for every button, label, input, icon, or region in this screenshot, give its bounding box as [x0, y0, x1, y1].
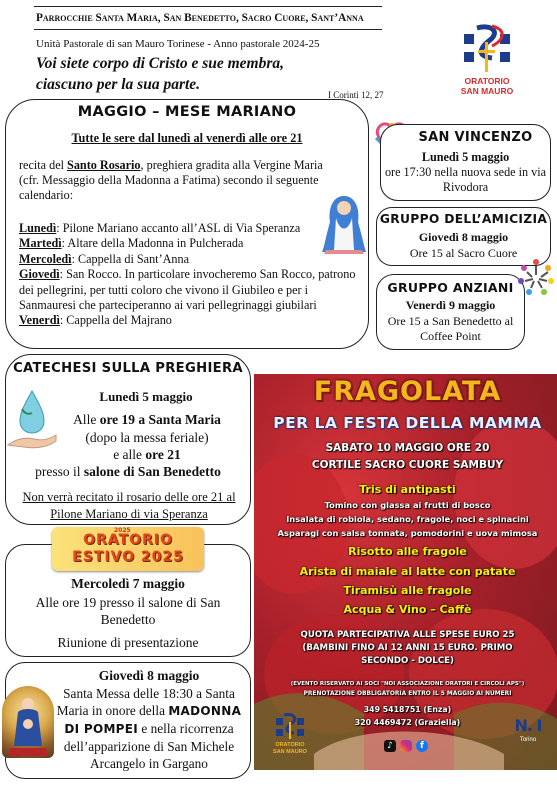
catechesi-line4: presso il salone di San Benedetto	[35, 464, 221, 479]
social-icons	[384, 740, 432, 754]
header-rule-top	[34, 6, 382, 7]
fragolata-menu-0: Tris di antipasti	[359, 483, 456, 496]
pompei-text: Santa Messa delle 18:30 a Santa Maria in onore della MADONNA DI POMPEI e nella ricorrenza dell’apparizione di San Michele Arcangelo in Gargano	[56, 686, 242, 771]
amicizia-date: Giovedì 8 maggio	[418, 230, 509, 244]
header-parishes: Parrocchie Santa Maria, San Benedetto, Sacro Cuore, Sant’Anna	[36, 12, 364, 24]
fragolata-where: CORTILE SACRO CUORE SAMBUY	[311, 459, 504, 471]
noi-logo-text: N. I	[514, 716, 542, 735]
catechesi-date: Lunedì 5 maggio	[99, 389, 193, 404]
fragolata-menu-7: Acqua & Vino – Caffè	[343, 603, 472, 616]
tiktok-icon[interactable]: ♪	[384, 740, 396, 752]
instagram-icon[interactable]	[400, 740, 412, 752]
fragolata-menu-4: Risotto alle fragole	[348, 545, 467, 558]
amicizia-text: Ore 15 al Sacro Cuore	[409, 246, 518, 260]
header-unit: Unità Pastorale di san Mauro Torinese - Anno pastorale 2024-25	[36, 38, 320, 50]
fragolata-menu-6: Tiramisù alle fragole	[343, 584, 472, 597]
schedule-martedi: Martedì: Altare della Madonna in Pulcherada	[19, 236, 244, 251]
fragolata-event-1: (EVENTO RISERVATO AI SOCI "NOI ASSOCIAZIONE ORATORI E CIRCOLI APS")	[290, 681, 525, 687]
fragolata-price-2: (BAMBINI FINO AI 12 ANNI 15 EURO. PRIMO	[302, 643, 513, 653]
fragolata-menu-2: Insalata di robiola, sedano, fragole, noci e spinacini	[286, 514, 529, 524]
estivo-note: Riunione di presentazione	[57, 635, 199, 650]
catechesi-note: Non verrà recitato il rosario delle ore 21 al Pilone Mariano di via Speranza	[22, 490, 236, 521]
poster-logo-text-1: ORATORIO	[275, 742, 305, 748]
fragolata-phone-1: 349 5418751 (Enza)	[363, 705, 452, 714]
fragolata-event-2: PRENOTAZIONE OBBLIGATORIA ENTRO IL 5 MAGGIO AI NUMERI	[303, 691, 512, 697]
pompei-image	[2, 686, 54, 758]
madonna-illustration	[318, 192, 370, 254]
noi-logo-sub: Torino	[519, 737, 537, 743]
header-rule-bottom	[34, 29, 382, 30]
header-quote-2: ciascuno per la sua parte.	[36, 76, 201, 93]
oratorio-logo-icon	[452, 22, 522, 74]
estivo-banner-top: ORATORIO	[83, 532, 173, 548]
fragolata-menu-5: Arista di maiale al latte con patate	[299, 565, 516, 578]
header-quote-1: Voi siete corpo di Cristo e sue membra,	[36, 55, 284, 72]
header-quote-ref: I Corinti 12, 27	[328, 90, 384, 100]
catechesi-line1: Alle ore 19 a Santa Maria	[73, 412, 221, 427]
poster-logo-text-2: SAN MAURO	[273, 749, 307, 755]
vincenzo-title: SAN VINCENZO	[418, 130, 533, 145]
catechesi-title: CATECHESI SULLA PREGHIERA	[13, 361, 243, 376]
pompei-highlight: MADONNA DI POMPEI	[64, 704, 242, 736]
fragolata-phone-2: 320 4469472 (Graziella)	[354, 718, 461, 727]
fragolata-price-3: SECONDO - DOLCE)	[361, 656, 454, 666]
noi-logo	[510, 716, 546, 760]
estivo-banner-bottom: ESTIVO 2025	[72, 549, 184, 565]
poster-oratorio-logo-icon	[268, 712, 312, 740]
poster-oratorio-logo	[268, 712, 312, 758]
madonna-pompei-icon	[2, 686, 54, 758]
fragolata-title: FRAGOLATA	[313, 376, 502, 407]
fragolata-menu-1: Tomino con glassa ai frutti di bosco	[324, 500, 491, 510]
anziani-title: GRUPPO ANZIANI	[387, 280, 514, 295]
estivo-date: Mercoledì 7 maggio	[71, 576, 185, 591]
oratorio-logo-text-1: ORATORIO	[464, 76, 510, 86]
catechesi-line2: (dopo la messa feriale)	[85, 430, 209, 445]
fragolata-price-1: QUOTA PARTECIPATIVA ALLE SPESE EURO 25	[300, 630, 515, 640]
schedule-lunedi: Lunedì: Pilone Mariano accanto all’ASL di Via Speranza	[19, 221, 301, 235]
pompei-date: Giovedì 8 maggio	[98, 668, 200, 683]
fragolata-subtitle: PER LA FESTA DELLA MAMMA	[273, 414, 542, 432]
schedule-venerdi: Venerdì: Cappella del Majrano	[19, 313, 172, 328]
schedule-mercoledi: Mercoledì: Cappella di Sant’Anna	[19, 251, 190, 266]
oratorio-logo-text-2: SAN MAURO	[460, 86, 514, 96]
fragolata-when: SABATO 10 MAGGIO ORE 20	[325, 442, 490, 454]
anziani-text: Ore 15 a San Benedetto al Coffee Point	[387, 314, 514, 343]
vincenzo-date: Lunedì 5 maggio	[421, 150, 510, 164]
fragolata-menu-3: Asparagi con salsa tonnata, pomodorini e uova mimosa	[277, 528, 538, 538]
estivo-banner	[52, 527, 204, 571]
maggio-intro: recita del Santo Rosario, preghiera gradita alla Vergine Maria (cfr. Messaggio della Madonna a Fatima) secondo il seguente calendario:	[19, 158, 323, 202]
catechesi-line3: e alle ore 21	[113, 447, 181, 462]
estivo-banner-year: 2025	[114, 527, 131, 534]
anziani-date: Venerdì 9 maggio	[405, 298, 496, 312]
maggio-schedule	[19, 221, 365, 329]
vincenzo-text: ore 17:30 nella nuova sede in via Rivodora	[384, 165, 547, 194]
praying-hands-icon	[6, 387, 58, 451]
maggio-subtitle: Tutte le sere dal lunedì al venerdì alle ore 21	[71, 131, 303, 145]
maggio-title: MAGGIO – MESE MARIANO	[77, 104, 297, 120]
facebook-icon[interactable]: f	[416, 740, 428, 752]
estivo-text: Alle ore 19 presso il salone di San Benedetto	[35, 595, 221, 627]
amicizia-title: GRUPPO DELL’AMICIZIA	[379, 212, 548, 226]
rosario-label: Santo Rosario	[67, 158, 141, 172]
people-circle-icon	[517, 257, 555, 297]
oratorio-logo	[452, 22, 522, 102]
schedule-giovedi: Giovedì: San Rocco. In particolare invocheremo San Rocco, patrono dei pellegrini, per tutti coloro che vivono il Giubileo e per i Sanmauresi che parteciperanno ai vari pellegrinaggi giubilari	[19, 267, 356, 313]
